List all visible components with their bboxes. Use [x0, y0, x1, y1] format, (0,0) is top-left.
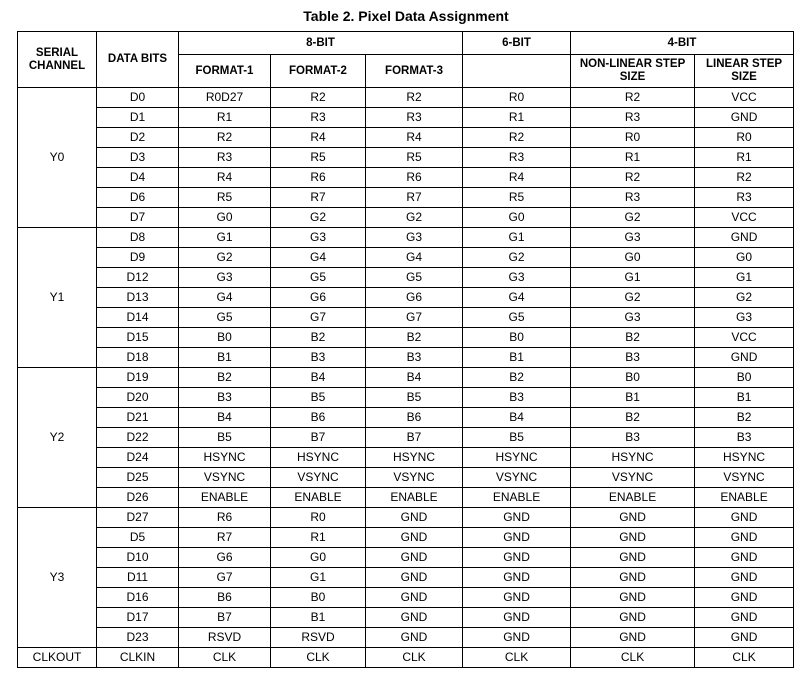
assignment-cell: B2 — [271, 328, 366, 348]
assignment-cell: R3 — [179, 148, 271, 168]
table-row — [18, 188, 794, 208]
header-6bit: 6-BIT — [463, 32, 571, 55]
assignment-cell: GND — [366, 628, 463, 648]
assignment-cell: R2 — [179, 128, 271, 148]
header-format-1: FORMAT-1 — [179, 55, 271, 88]
data-bit-cell: D1 — [97, 108, 179, 128]
data-bit-cell: D16 — [97, 588, 179, 608]
assignment-cell: B7 — [366, 428, 463, 448]
assignment-cell: ENABLE — [179, 488, 271, 508]
assignment-cell: B4 — [179, 408, 271, 428]
assignment-cell: G2 — [366, 208, 463, 228]
assignment-cell: R2 — [571, 88, 695, 108]
assignment-cell: G6 — [271, 288, 366, 308]
data-bit-cell: D6 — [97, 188, 179, 208]
assignment-cell: GND — [366, 508, 463, 528]
assignment-cell: ENABLE — [463, 488, 571, 508]
data-bit-cell: D11 — [97, 568, 179, 588]
data-bit-cell: D3 — [97, 148, 179, 168]
assignment-cell: G3 — [271, 228, 366, 248]
assignment-cell: GND — [463, 508, 571, 528]
assignment-cell: B4 — [463, 408, 571, 428]
assignment-cell: GND — [695, 588, 794, 608]
assignment-cell: B0 — [271, 588, 366, 608]
data-bit-cell: D8 — [97, 228, 179, 248]
header-serial-channel: SERIAL CHANNEL — [18, 32, 97, 88]
assignment-cell: R5 — [463, 188, 571, 208]
header-linear-step-size: LINEAR STEP SIZE — [695, 55, 794, 88]
table-row — [18, 428, 794, 448]
assignment-cell: B1 — [695, 388, 794, 408]
assignment-cell: GND — [571, 508, 695, 528]
pixel-data-table — [17, 31, 794, 668]
data-bit-cell: D20 — [97, 388, 179, 408]
table-row — [18, 568, 794, 588]
assignment-cell: R4 — [179, 168, 271, 188]
data-bit-cell: D23 — [97, 628, 179, 648]
assignment-cell: G1 — [695, 268, 794, 288]
header-8bit: 8-BIT — [179, 32, 463, 55]
assignment-cell: B3 — [695, 428, 794, 448]
assignment-cell: G1 — [463, 228, 571, 248]
assignment-cell: B2 — [695, 408, 794, 428]
assignment-cell: B0 — [179, 328, 271, 348]
data-bit-cell: D19 — [97, 368, 179, 388]
assignment-cell: VCC — [695, 208, 794, 228]
assignment-cell: B6 — [179, 588, 271, 608]
table-row — [18, 148, 794, 168]
header-format-2: FORMAT-2 — [271, 55, 366, 88]
data-bit-cell: CLKIN — [97, 648, 179, 668]
assignment-cell: G6 — [179, 548, 271, 568]
data-bit-cell: D10 — [97, 548, 179, 568]
serial-channel-cell: Y3 — [18, 508, 97, 648]
assignment-cell: R0 — [571, 128, 695, 148]
assignment-cell: R7 — [366, 188, 463, 208]
assignment-cell: R6 — [271, 168, 366, 188]
assignment-cell: B0 — [571, 368, 695, 388]
assignment-cell: VSYNC — [366, 468, 463, 488]
assignment-cell: R0D27 — [179, 88, 271, 108]
data-bit-cell: D9 — [97, 248, 179, 268]
assignment-cell: ENABLE — [571, 488, 695, 508]
assignment-cell: R1 — [571, 148, 695, 168]
assignment-cell: R3 — [571, 108, 695, 128]
assignment-cell: B6 — [271, 408, 366, 428]
assignment-cell: ENABLE — [695, 488, 794, 508]
data-bit-cell: D14 — [97, 308, 179, 328]
assignment-cell: VCC — [695, 88, 794, 108]
assignment-cell: VSYNC — [271, 468, 366, 488]
assignment-cell: R1 — [179, 108, 271, 128]
table-row — [18, 488, 794, 508]
assignment-cell: GND — [695, 508, 794, 528]
data-bit-cell: D18 — [97, 348, 179, 368]
assignment-cell: GND — [463, 548, 571, 568]
assignment-cell: G2 — [271, 208, 366, 228]
assignment-cell: R5 — [179, 188, 271, 208]
assignment-cell: GND — [463, 608, 571, 628]
assignment-cell: R0 — [271, 508, 366, 528]
assignment-cell: G5 — [366, 268, 463, 288]
table-row — [18, 548, 794, 568]
serial-channel-cell: Y1 — [18, 228, 97, 368]
assignment-cell: HSYNC — [463, 448, 571, 468]
data-bit-cell: D0 — [97, 88, 179, 108]
assignment-cell: G3 — [366, 228, 463, 248]
assignment-cell: B4 — [366, 368, 463, 388]
assignment-cell: GND — [695, 628, 794, 648]
table-row — [18, 88, 794, 108]
data-bit-cell: D27 — [97, 508, 179, 528]
data-bit-cell: D7 — [97, 208, 179, 228]
assignment-cell: G2 — [179, 248, 271, 268]
assignment-cell: G2 — [571, 288, 695, 308]
assignment-cell: GND — [571, 608, 695, 628]
table-row — [18, 408, 794, 428]
assignment-cell: GND — [695, 528, 794, 548]
assignment-cell: R2 — [571, 168, 695, 188]
assignment-cell: G0 — [695, 248, 794, 268]
assignment-cell: B3 — [571, 348, 695, 368]
table-row — [18, 528, 794, 548]
assignment-cell: R4 — [366, 128, 463, 148]
assignment-cell: GND — [695, 108, 794, 128]
assignment-cell: GND — [366, 588, 463, 608]
assignment-cell: GND — [571, 628, 695, 648]
assignment-cell: HSYNC — [179, 448, 271, 468]
assignment-cell: GND — [695, 348, 794, 368]
assignment-cell: CLK — [463, 648, 571, 668]
assignment-cell: G4 — [366, 248, 463, 268]
assignment-cell: VSYNC — [179, 468, 271, 488]
assignment-cell: CLK — [179, 648, 271, 668]
assignment-cell: R1 — [271, 528, 366, 548]
assignment-cell: B2 — [366, 328, 463, 348]
assignment-cell: B4 — [271, 368, 366, 388]
assignment-cell: B3 — [271, 348, 366, 368]
assignment-cell: B5 — [366, 388, 463, 408]
assignment-cell: B1 — [271, 608, 366, 628]
assignment-cell: G6 — [366, 288, 463, 308]
assignment-cell: R3 — [571, 188, 695, 208]
assignment-cell: B2 — [571, 408, 695, 428]
table-row — [18, 348, 794, 368]
header-6bit-sub — [463, 55, 571, 88]
data-bit-cell: D13 — [97, 288, 179, 308]
assignment-cell: GND — [366, 548, 463, 568]
assignment-cell: GND — [463, 628, 571, 648]
serial-channel-cell: CLKOUT — [18, 648, 97, 668]
assignment-cell: G5 — [271, 268, 366, 288]
assignment-cell: GND — [695, 228, 794, 248]
assignment-cell: G7 — [271, 308, 366, 328]
assignment-cell: B7 — [179, 608, 271, 628]
table-row — [18, 588, 794, 608]
table-row — [18, 368, 794, 388]
header-4bit: 4-BIT — [571, 32, 794, 55]
table-row — [18, 228, 794, 248]
assignment-cell: R2 — [271, 88, 366, 108]
data-bit-cell: D5 — [97, 528, 179, 548]
assignment-cell: R0 — [695, 128, 794, 148]
assignment-cell: G4 — [271, 248, 366, 268]
assignment-cell: G0 — [271, 548, 366, 568]
assignment-cell: B1 — [571, 388, 695, 408]
assignment-cell: G3 — [179, 268, 271, 288]
assignment-cell: R1 — [463, 108, 571, 128]
table-row — [18, 288, 794, 308]
assignment-cell: HSYNC — [695, 448, 794, 468]
assignment-cell: B5 — [463, 428, 571, 448]
data-bit-cell: D21 — [97, 408, 179, 428]
assignment-cell: R2 — [366, 88, 463, 108]
assignment-cell: R4 — [271, 128, 366, 148]
table-row — [18, 208, 794, 228]
table-row — [18, 448, 794, 468]
assignment-cell: G3 — [571, 228, 695, 248]
assignment-cell: GND — [571, 548, 695, 568]
header-format-3: FORMAT-3 — [366, 55, 463, 88]
assignment-cell: VSYNC — [695, 468, 794, 488]
assignment-cell: R5 — [271, 148, 366, 168]
assignment-cell: B2 — [179, 368, 271, 388]
assignment-cell: G5 — [179, 308, 271, 328]
assignment-cell: B5 — [179, 428, 271, 448]
assignment-cell: G2 — [571, 208, 695, 228]
table-row — [18, 308, 794, 328]
assignment-cell: B2 — [571, 328, 695, 348]
assignment-cell: G4 — [179, 288, 271, 308]
assignment-cell: CLK — [271, 648, 366, 668]
assignment-cell: ENABLE — [366, 488, 463, 508]
assignment-cell: GND — [463, 568, 571, 588]
assignment-cell: G3 — [571, 308, 695, 328]
assignment-cell: R4 — [463, 168, 571, 188]
data-bit-cell: D24 — [97, 448, 179, 468]
assignment-cell: R2 — [463, 128, 571, 148]
assignment-cell: ENABLE — [271, 488, 366, 508]
assignment-cell: G3 — [695, 308, 794, 328]
assignment-cell: G1 — [271, 568, 366, 588]
assignment-cell: HSYNC — [571, 448, 695, 468]
assignment-cell: G7 — [366, 308, 463, 328]
data-bit-cell: D22 — [97, 428, 179, 448]
data-bit-cell: D15 — [97, 328, 179, 348]
assignment-cell: R2 — [695, 168, 794, 188]
assignment-cell: GND — [463, 528, 571, 548]
assignment-cell: R0 — [463, 88, 571, 108]
table-row — [18, 508, 794, 528]
table-row — [18, 168, 794, 188]
assignment-cell: B3 — [366, 348, 463, 368]
assignment-cell: VSYNC — [571, 468, 695, 488]
assignment-cell: G1 — [179, 228, 271, 248]
assignment-cell: G0 — [179, 208, 271, 228]
table-row — [18, 328, 794, 348]
table-row — [18, 128, 794, 148]
data-bit-cell: D26 — [97, 488, 179, 508]
assignment-cell: B1 — [179, 348, 271, 368]
data-bit-cell: D4 — [97, 168, 179, 188]
assignment-cell: R3 — [695, 188, 794, 208]
table-body — [18, 88, 794, 668]
assignment-cell: B7 — [271, 428, 366, 448]
table-row — [18, 648, 794, 668]
assignment-cell: GND — [366, 528, 463, 548]
assignment-cell: B3 — [571, 428, 695, 448]
assignment-cell: G0 — [571, 248, 695, 268]
assignment-cell: GND — [463, 588, 571, 608]
data-bit-cell: D25 — [97, 468, 179, 488]
header-non-linear-step-size: NON-LINEAR STEP SIZE — [571, 55, 695, 88]
table-row — [18, 268, 794, 288]
assignment-cell: R3 — [463, 148, 571, 168]
table-row — [18, 608, 794, 628]
assignment-cell: GND — [571, 568, 695, 588]
assignment-cell: G7 — [179, 568, 271, 588]
assignment-cell: R1 — [695, 148, 794, 168]
assignment-cell: VCC — [695, 328, 794, 348]
header-data-bits: DATA BITS — [97, 32, 179, 88]
data-bit-cell: D17 — [97, 608, 179, 628]
assignment-cell: G1 — [571, 268, 695, 288]
assignment-cell: GND — [695, 568, 794, 588]
assignment-cell: VSYNC — [463, 468, 571, 488]
assignment-cell: R3 — [271, 108, 366, 128]
assignment-cell: R5 — [366, 148, 463, 168]
table-row — [18, 108, 794, 128]
assignment-cell: R6 — [366, 168, 463, 188]
assignment-cell: GND — [695, 548, 794, 568]
assignment-cell: R7 — [179, 528, 271, 548]
assignment-cell: R3 — [366, 108, 463, 128]
table-row — [18, 468, 794, 488]
assignment-cell: G5 — [463, 308, 571, 328]
table-row — [18, 248, 794, 268]
assignment-cell: G4 — [463, 288, 571, 308]
data-bit-cell: D2 — [97, 128, 179, 148]
assignment-cell: B3 — [463, 388, 571, 408]
assignment-cell: GND — [571, 528, 695, 548]
assignment-cell: CLK — [366, 648, 463, 668]
serial-channel-cell: Y2 — [18, 368, 97, 508]
assignment-cell: R7 — [271, 188, 366, 208]
assignment-cell: HSYNC — [366, 448, 463, 468]
assignment-cell: G2 — [463, 248, 571, 268]
assignment-cell: GND — [366, 568, 463, 588]
assignment-cell: B6 — [366, 408, 463, 428]
assignment-cell: CLK — [695, 648, 794, 668]
table-header — [18, 32, 794, 88]
assignment-cell: GND — [571, 588, 695, 608]
data-bit-cell: D12 — [97, 268, 179, 288]
assignment-cell: G0 — [463, 208, 571, 228]
assignment-cell: B2 — [463, 368, 571, 388]
assignment-cell: GND — [695, 608, 794, 628]
assignment-cell: B1 — [463, 348, 571, 368]
assignment-cell: G3 — [463, 268, 571, 288]
assignment-cell: CLK — [571, 648, 695, 668]
serial-channel-cell: Y0 — [18, 88, 97, 228]
assignment-cell: R6 — [179, 508, 271, 528]
assignment-cell: B3 — [179, 388, 271, 408]
assignment-cell: B0 — [463, 328, 571, 348]
assignment-cell: RSVD — [271, 628, 366, 648]
assignment-cell: B0 — [695, 368, 794, 388]
assignment-cell: G2 — [695, 288, 794, 308]
assignment-cell: RSVD — [179, 628, 271, 648]
assignment-cell: B5 — [271, 388, 366, 408]
assignment-cell: HSYNC — [271, 448, 366, 468]
table-row — [18, 628, 794, 648]
assignment-cell: GND — [366, 608, 463, 628]
table-row — [18, 388, 794, 408]
table-title: Table 2. Pixel Data Assignment — [303, 8, 509, 24]
